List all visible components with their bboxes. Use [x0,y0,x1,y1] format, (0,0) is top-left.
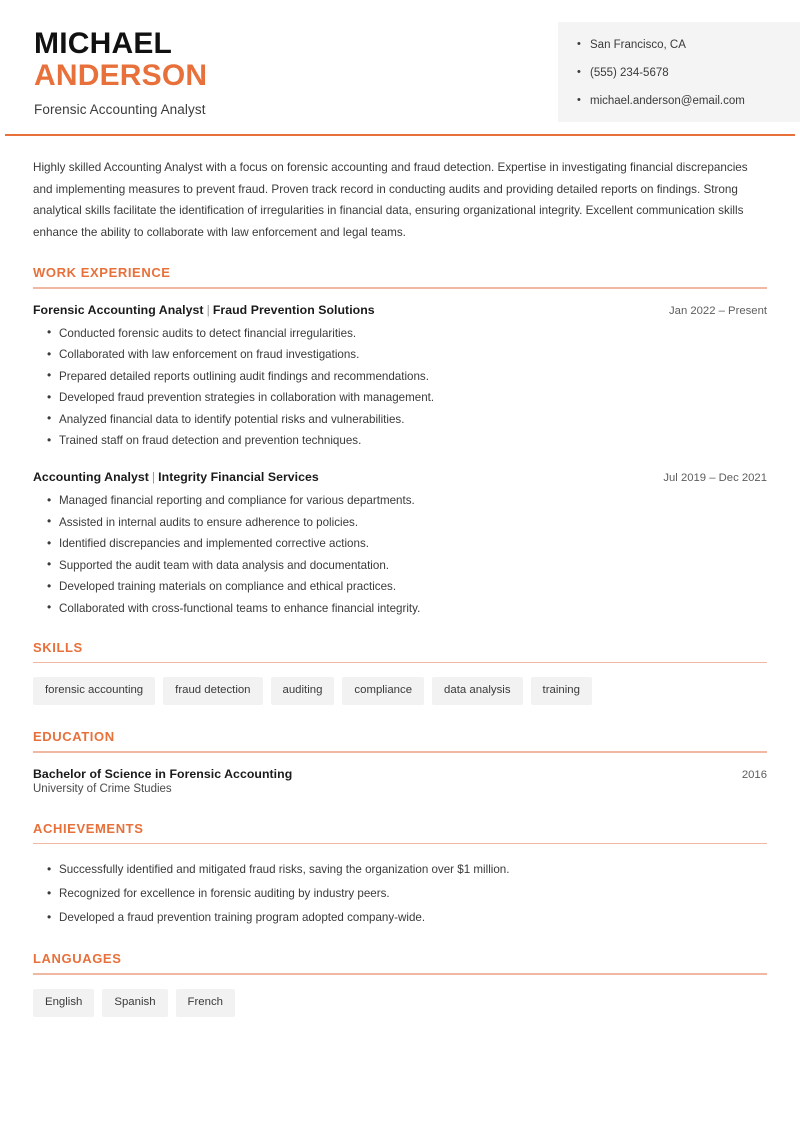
skill-chip: compliance [342,677,424,705]
section-work-experience [33,265,767,616]
contact-item-email[interactable] [588,94,790,108]
list-item: • Developed training materials on compliance and ethical practices. [47,579,767,594]
achievements-bullet-list [33,862,767,925]
list-item: • Managed financial reporting and compliance for various departments. [47,493,767,508]
list-item: • Collaborated with law enforcement on fraud investigations. [47,347,767,362]
experience-role: Accounting Analyst [33,470,149,484]
section-skills [33,640,767,706]
list-item: • Identified discrepancies and implemented corrective actions. [47,536,767,551]
list-item: • Successfully identified and mitigated fraud risks, saving the organization over $1 million. [47,862,767,877]
education-year: 2016 [741,768,767,781]
language-chip: French [176,989,235,1017]
languages-chip-list [33,989,767,1017]
title-separator: | [206,302,210,317]
skill-chip: fraud detection [163,677,262,705]
first-name: MICHAEL [34,27,173,60]
section-title-achievements: ACHIEVEMENTS [33,820,144,836]
language-chip: Spanish [102,989,167,1017]
list-item: • Analyzed financial data to identify potential risks and vulnerabilities. [47,412,767,427]
section-rule-education [33,751,767,753]
resume-header [0,0,800,117]
section-languages [33,951,767,1017]
section-title-education: EDUCATION [33,729,115,744]
professional-summary: Highly skilled Accounting Analyst with a focus on forensic accounting and fraud detection. Expertise in investigating financial discrepancies and implementing measures to prevent fraud. Proven track record in conducting audits and providing detailed reports on findings. Strong analytical skills facilitate the identification of irregularities in financial data, ensuring organizational integrity. Excellent communication skills enhance the ability to collaborate with law enforcement and legal teams. [33,161,748,239]
full-name [34,28,207,60]
contact-list [558,38,800,108]
skill-chip: auditing [271,677,335,705]
section-title-skills: SKILLS [33,639,83,655]
education-degree-rest: in Forensic Accounting [151,766,293,781]
skills-chip-list [33,677,767,705]
experience-entry [33,470,767,616]
education-degree [33,767,292,781]
contact-box [558,22,800,122]
section-rule-work-experience [33,287,767,289]
list-item: • Developed fraud prevention strategies in collaboration with management. [47,390,767,405]
experience-bullet-list [33,326,767,449]
resume-content [0,157,800,1017]
section-rule-languages [33,973,767,975]
skill-chip: data analysis [432,677,523,705]
experience-entry-header [33,303,767,317]
list-item: • Conducted forensic audits to detect financial irregularities. [47,326,767,341]
education-degree-bold: Bachelor of Science [33,766,152,781]
contact-item-phone[interactable] [588,66,790,80]
section-education [33,729,767,795]
list-item: • Collaborated with cross-functional teams to enhance financial integrity. [47,601,767,616]
header-divider [5,134,795,136]
list-item: • Supported the audit team with data analysis and documentation. [47,558,767,573]
section-title-languages: LANGUAGES [33,951,122,966]
last-name: ANDERSON [34,59,208,92]
list-item: • Developed a fraud prevention training program adopted company-wide. [47,910,767,925]
experience-title [33,303,375,317]
title-separator: | [151,470,156,484]
section-title-work-experience: WORK EXPERIENCE [33,265,171,280]
list-item: • Recognized for excellence in forensic auditing by industry peers. [47,886,767,901]
experience-date: Jan 2022 – Present [669,304,767,317]
list-item: • Prepared detailed reports outlining audit findings and recommendations. [47,369,767,384]
education-school: University of Crime Studies [33,782,172,795]
education-entry-header [33,767,767,781]
language-chip: English [33,989,94,1017]
contact-email-text[interactable]: michael.anderson@email.com [590,95,745,107]
education-entry [33,767,767,795]
section-rule-skills [33,662,767,664]
contact-location-text: San Francisco, CA [590,39,686,51]
experience-company: Integrity Financial Services [158,470,319,484]
section-rule-achievements [33,843,767,845]
list-item: • Assisted in internal audits to ensure adherence to policies. [47,515,767,530]
experience-bullet-list [33,493,767,616]
list-item: • Trained staff on fraud detection and prevention techniques. [47,433,767,448]
experience-company: Fraud Prevention Solutions [212,302,375,317]
headline-job-title: Forensic Accounting Analyst [34,102,206,117]
contact-item-location [588,38,790,52]
section-achievements [33,821,767,926]
experience-title [33,470,319,484]
experience-entry-header [33,470,767,484]
identity-block [0,22,207,117]
skill-chip: training [531,677,592,705]
experience-role: Forensic Accounting Analyst [33,302,204,317]
contact-phone-text[interactable]: (555) 234-5678 [590,67,669,79]
skill-chip: forensic accounting [33,677,155,705]
experience-date: Jul 2019 – Dec 2021 [663,472,767,484]
experience-entry [33,303,767,449]
